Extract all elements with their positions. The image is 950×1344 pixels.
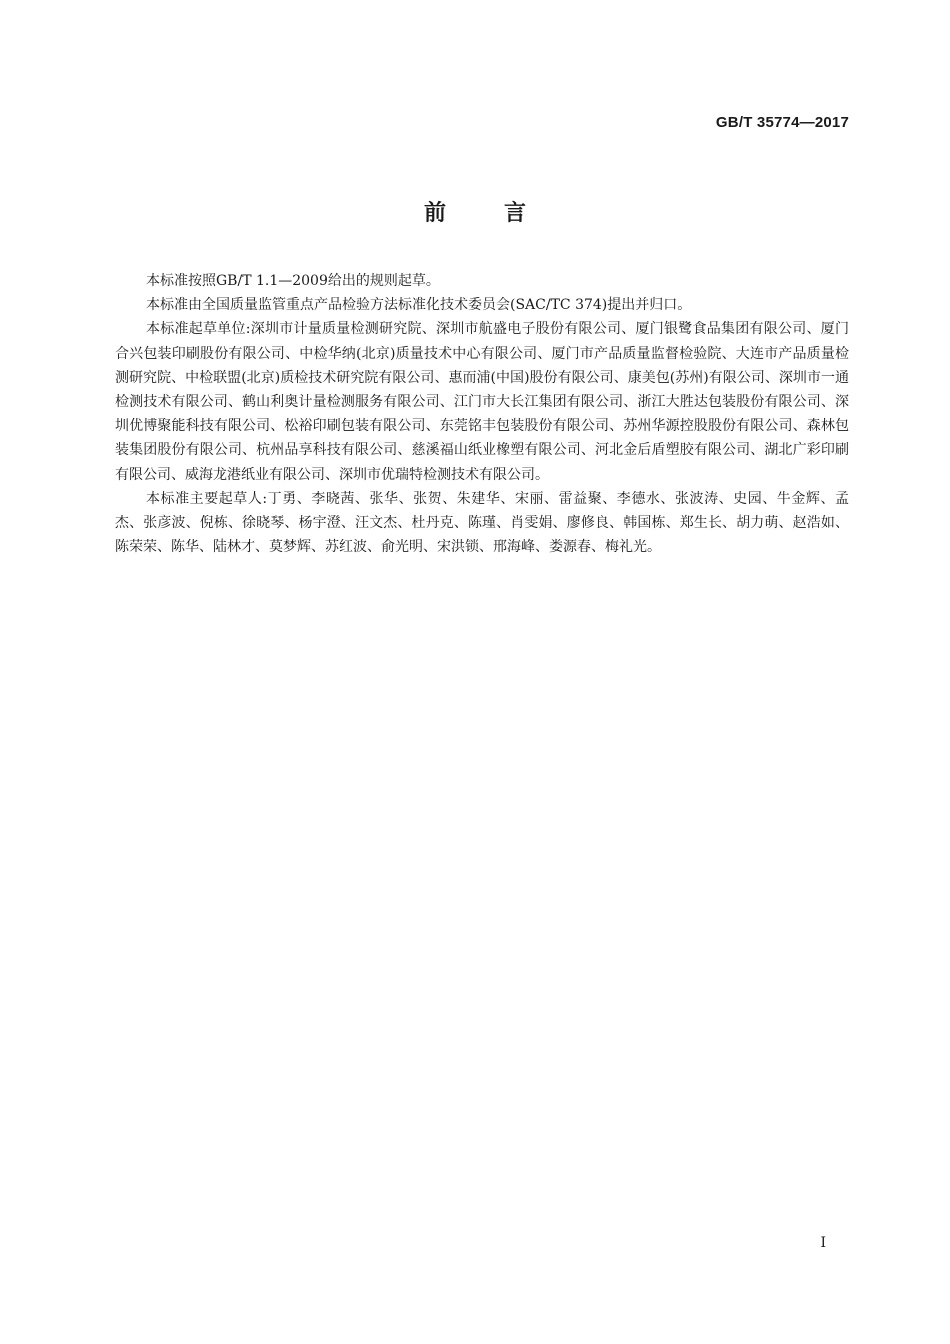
page-title: 前言 bbox=[423, 201, 584, 226]
paragraph-proposer: 本标准由全国质量监管重点产品检验方法标准化技术委员会(SAC/TC 374)提出并归口。 bbox=[146, 297, 692, 314]
document-body bbox=[115, 269, 849, 559]
page-number: I bbox=[820, 1235, 826, 1251]
paragraph-drafting-rules: 本标准按照GB/T 1.1—2009给出的规则起草。 bbox=[146, 273, 440, 289]
paragraph-drafters: 本标准主要起草人:丁勇、李晓茜、张华、张贺、朱建华、宋丽、雷益聚、李德水、张波涛、史园、牛金辉、孟杰、张彦波、倪栋、徐晓琴、杨宇澄、汪文杰、杜丹克、陈瑾、肖雯娟、廖修良、韩国栋、郑生长、胡力萌、赵浩如、陈荣荣、陈华、陆林才、莫梦辉、苏红波、俞光明、宋洪锁、邢海峰、娄源春、梅礼光。 bbox=[115, 490, 849, 556]
standard-code: GB/T 35774—2017 bbox=[715, 114, 849, 131]
paragraph-drafting-units: 本标准起草单位:深圳市计量质量检测研究院、深圳市航盛电子股份有限公司、厦门银鹭食品集团有限公司、厦门合兴包装印刷股份有限公司、中检华纳(北京)质量技术中心有限公司、厦门市产品质量监督检验院、大连市产品质量检测研究院、中检联盟(北京)质检技术研究院有限公司、惠而浦(中国)股份有限公司、康美包(苏州)有限公司、深圳市一通检测技术有限公司、鹤山利奥计量检测服务有限公司、江门市大长江集团有限公司、浙江大胜达包装股份有限公司、深圳优博聚能科技有限公司、松裕印刷包装有限公司、东莞铭丰包装股份有限公司、苏州华源控股股份有限公司、森林包装集团股份有限公司、杭州品享科技有限公司、慈溪福山纸业橡塑有限公司、河北金后盾塑胶有限公司、湖北广彩印刷有限公司、威海龙港纸业有限公司、深圳市优瑞特检测技术有限公司。 bbox=[115, 321, 849, 483]
